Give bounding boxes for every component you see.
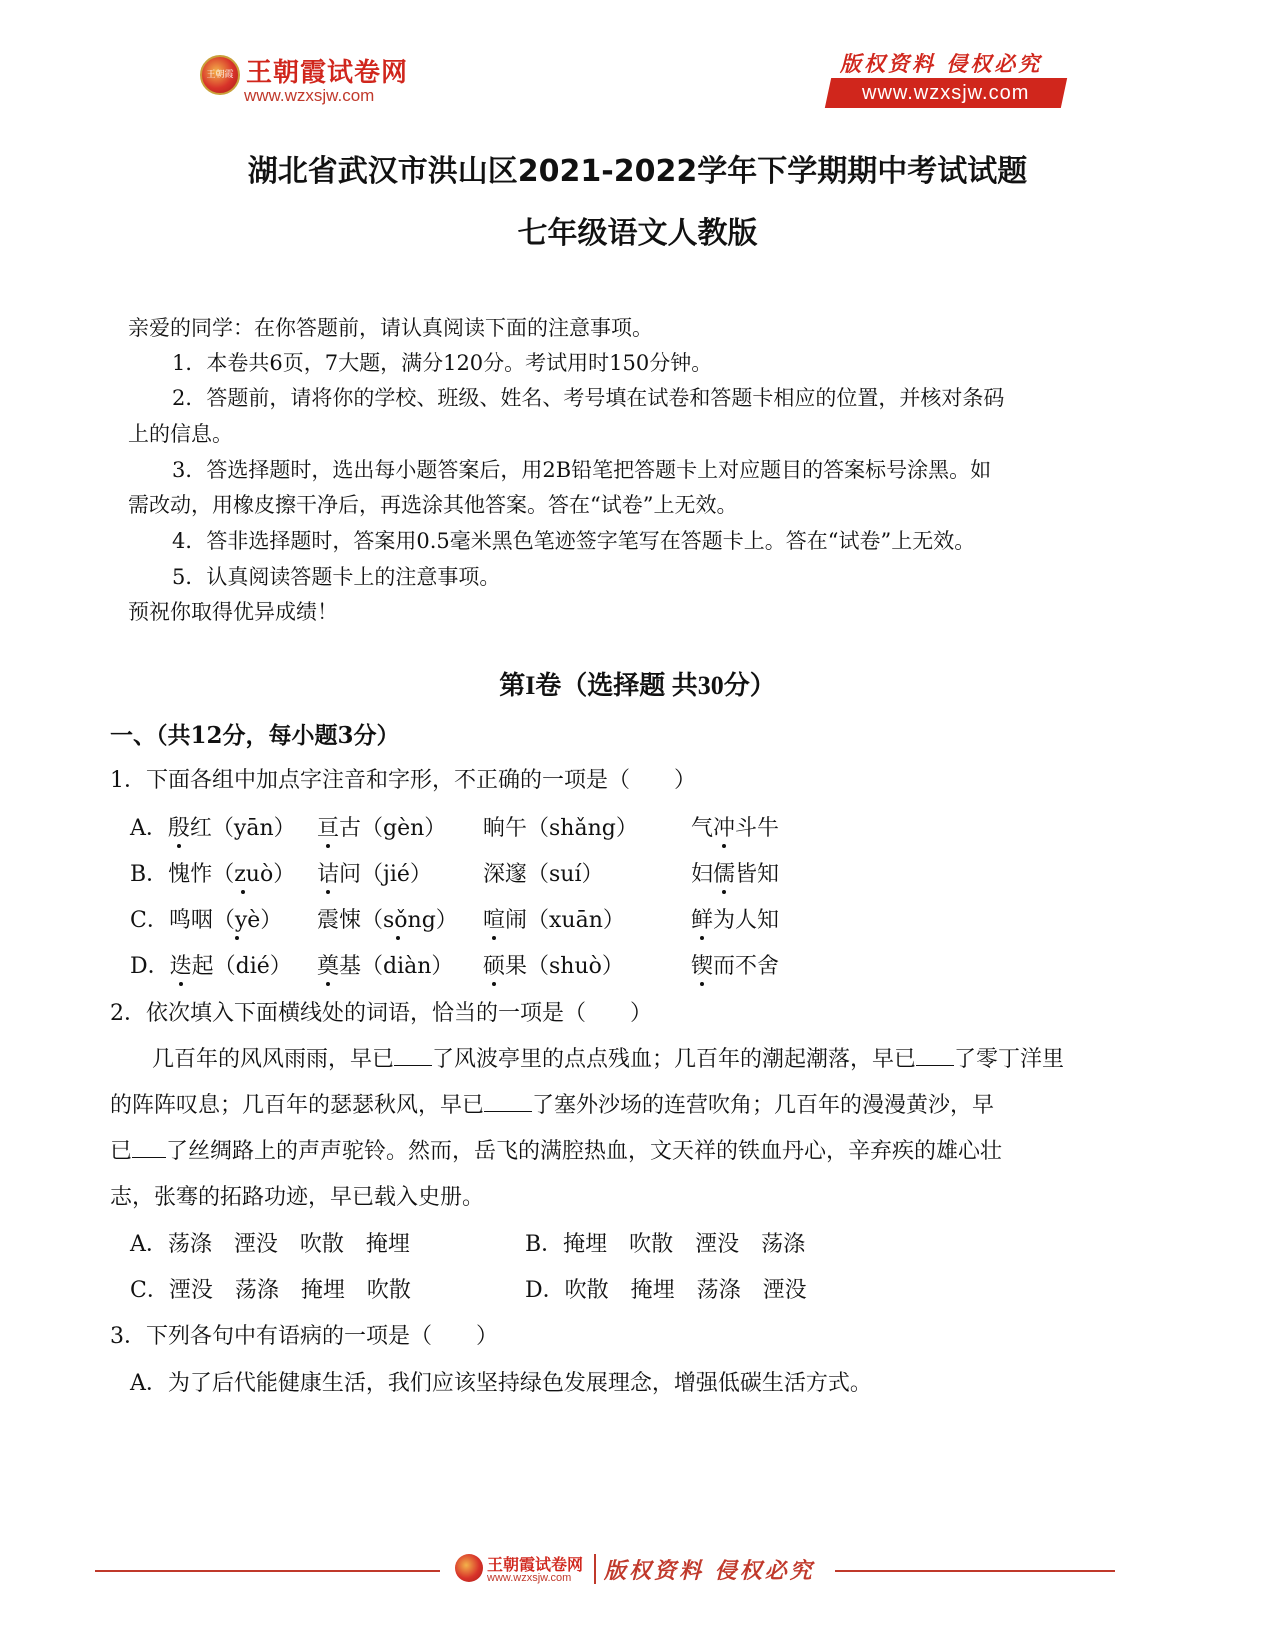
- q1-stem: 1．下面各组中加点字注音和字形，不正确的一项是（ ）: [110, 768, 696, 793]
- footer-logo-icon: [455, 1554, 483, 1582]
- word-mid: 而: [713, 954, 736, 979]
- passage-text: 几百年的风风雨雨，早已: [152, 1047, 395, 1072]
- url-banner-text: www.wzxsjw.com: [862, 82, 1030, 104]
- notice-item-5: 5．认真阅读答题卡上的注意事项。: [172, 565, 501, 589]
- word-head: 鸣: [168, 908, 191, 933]
- q2-passage-line1: [152, 1042, 1064, 1073]
- footer-divider: [594, 1554, 596, 1584]
- word-rest: 红（yān）: [189, 816, 296, 841]
- passage-text: 了丝绸路上的声声驼铃。然而，岳飞的满腔热血，文天祥的铁血丹心，辛弃疾的雄心壮: [166, 1139, 1003, 1164]
- fill-blank: [132, 1137, 166, 1158]
- logo-name: 王朝霞试卷网: [246, 58, 409, 88]
- word-head: 晌: [483, 816, 506, 841]
- notice-item-1: 1．本卷共6页，7大题，满分120分。考试用时150分钟。: [172, 351, 713, 375]
- word-rest: 闹（xuān）: [505, 908, 625, 933]
- passage-text: 了塞外沙场的连营吹角；几百年的漫漫黄沙，早: [532, 1093, 995, 1118]
- word-head: 气: [691, 816, 714, 841]
- dotted-char: 殷: [168, 811, 190, 842]
- passage-text: 了风波亭里的点点残血；几百年的潮起潮落，早已: [432, 1047, 917, 1072]
- word-head: 深: [483, 862, 506, 887]
- dotted-char: 诘: [317, 857, 339, 888]
- notice-item-3-cont: 需改动，用橡皮擦干净后，再选涂其他答案。答在“试卷”上无效。: [128, 493, 738, 517]
- dotted-char: 儒: [713, 857, 735, 888]
- q1-option-a: [130, 811, 296, 842]
- section-title: 第I卷（选择题 共30分）: [499, 671, 776, 700]
- option-label: A．: [130, 816, 168, 841]
- q1-a-word4: [691, 811, 779, 842]
- word-rest: 皆知: [735, 862, 780, 887]
- dotted-char: 鲜: [691, 903, 713, 934]
- word-rest: 不舍: [735, 954, 780, 979]
- q1-c-word3: [483, 903, 625, 934]
- q1-option-d: [130, 949, 292, 980]
- q1-c-word2: [317, 903, 458, 934]
- dotted-char: 锲: [691, 949, 713, 980]
- page-subtitle: 七年级语文人教版: [517, 216, 758, 251]
- passage-text: 的阵阵叹息；几百年的瑟瑟秋风，早已: [110, 1093, 485, 1118]
- q2-option-a: A．荡涤 湮没 吹散 掩埋: [130, 1232, 410, 1257]
- notice-intro: 亲爱的同学：在你答题前，请认真阅读下面的注意事项。: [128, 316, 653, 340]
- fill-blank: [916, 1045, 954, 1066]
- q1-option-c: [130, 903, 282, 934]
- notice-closing: 预祝你取得优异成绩！: [128, 600, 338, 624]
- q1-d-word3: [483, 949, 624, 980]
- dotted-char: 悚（sǒng）: [339, 903, 458, 934]
- page-title: 湖北省武汉市洪山区2021-2022学年下学期期中考试试题: [247, 154, 1028, 189]
- copyright-notice: 版权资料 侵权必究: [840, 51, 1043, 76]
- word-rest: 问（jié）: [339, 862, 432, 887]
- footer-copyright: 版权资料 侵权必究: [604, 1558, 815, 1584]
- passage-text: 已: [110, 1139, 133, 1164]
- word-rest: 人知: [735, 908, 780, 933]
- word-rest: 午（shǎng）: [505, 816, 638, 841]
- q1-b-word3: [483, 857, 604, 888]
- footer-logo-url: www.wzxsjw.com: [487, 1572, 572, 1584]
- dotted-char: 怍（zuò）: [190, 857, 295, 888]
- word-rest: 起（dié）: [191, 954, 292, 979]
- dotted-char: 亘: [317, 811, 339, 842]
- word-rest: 古（gèn）: [339, 816, 447, 841]
- q2-passage-line2: [110, 1088, 994, 1119]
- option-label: B．: [130, 862, 169, 887]
- q1-b-word2: [317, 857, 432, 888]
- q1-a-word2: [317, 811, 446, 842]
- word-rest: 果（shuò）: [505, 954, 624, 979]
- dotted-char: 喧: [483, 903, 505, 934]
- word-mid: 为: [713, 908, 736, 933]
- q2-passage-line3: [110, 1134, 1002, 1165]
- notice-item-2: 2．答题前，请将你的学校、班级、姓名、考号填在试卷和答题卡相应的位置，并核对条码: [172, 386, 1005, 410]
- q1-option-b: [130, 857, 295, 888]
- option-label: C．: [130, 908, 169, 933]
- word-rest: 邃（suí）: [505, 862, 604, 887]
- footer-rule-right: [835, 1570, 1115, 1572]
- fill-blank: [394, 1045, 432, 1066]
- word-head: 愧: [168, 862, 191, 887]
- notice-item-2-cont: 上的信息。: [128, 422, 233, 446]
- logo-seal-icon: 王朝霞: [200, 55, 240, 95]
- q2-option-b: B．掩埋 吹散 湮没 荡涤: [525, 1232, 806, 1257]
- option-label: D．: [130, 954, 170, 979]
- word-rest: 斗牛: [735, 816, 780, 841]
- q1-d-word2: [317, 949, 453, 980]
- q2-option-d: D．吹散 掩埋 荡涤 湮没: [525, 1278, 807, 1303]
- q3-option-a: A．为了后代能健康生活，我们应该坚持绿色发展理念，增强低碳生活方式。: [130, 1371, 872, 1396]
- word-head: 震: [317, 908, 340, 933]
- q3-stem: 3．下列各句中有语病的一项是（ ）: [110, 1324, 498, 1349]
- passage-text: 了零丁洋里: [954, 1047, 1065, 1072]
- q1-c-word4: [691, 903, 779, 934]
- part-title: 一、（共12分，每小题3分）: [110, 722, 400, 749]
- logo-url: www.wzxsjw.com: [244, 86, 375, 105]
- footer-logo-name: 王朝霞试卷网: [487, 1555, 584, 1574]
- dotted-char: 咽（yè）: [191, 903, 282, 934]
- q1-a-word3: [483, 811, 638, 842]
- q2-option-c: C．湮没 荡涤 掩埋 吹散: [130, 1278, 411, 1303]
- q2-stem: 2．依次填入下面横线处的词语，恰当的一项是（ ）: [110, 1001, 652, 1026]
- q1-d-word4: [691, 949, 779, 980]
- dotted-char: 硕: [483, 949, 505, 980]
- notice-item-3: 3．答选择题时，选出每小题答案后，用2B铅笔把答题卡上对应题目的答案标号涂黑。如: [172, 458, 992, 482]
- word-head: 妇: [691, 862, 714, 887]
- notice-item-4: 4．答非选择题时，答案用0.5毫米黑色笔迹签字笔写在答题卡上。答在“试卷”上无效。: [172, 529, 976, 553]
- url-banner: [825, 78, 1067, 108]
- q1-b-word4: [691, 857, 779, 888]
- dotted-char: 迭: [170, 949, 192, 980]
- q2-passage-line4: 志，张骞的拓路功迹，早已载入史册。: [110, 1185, 485, 1210]
- footer-rule-left: [95, 1570, 440, 1572]
- fill-blank: [484, 1091, 532, 1112]
- dotted-char: 冲: [713, 811, 735, 842]
- dotted-char: 奠: [317, 949, 339, 980]
- word-rest: 基（diàn）: [339, 954, 454, 979]
